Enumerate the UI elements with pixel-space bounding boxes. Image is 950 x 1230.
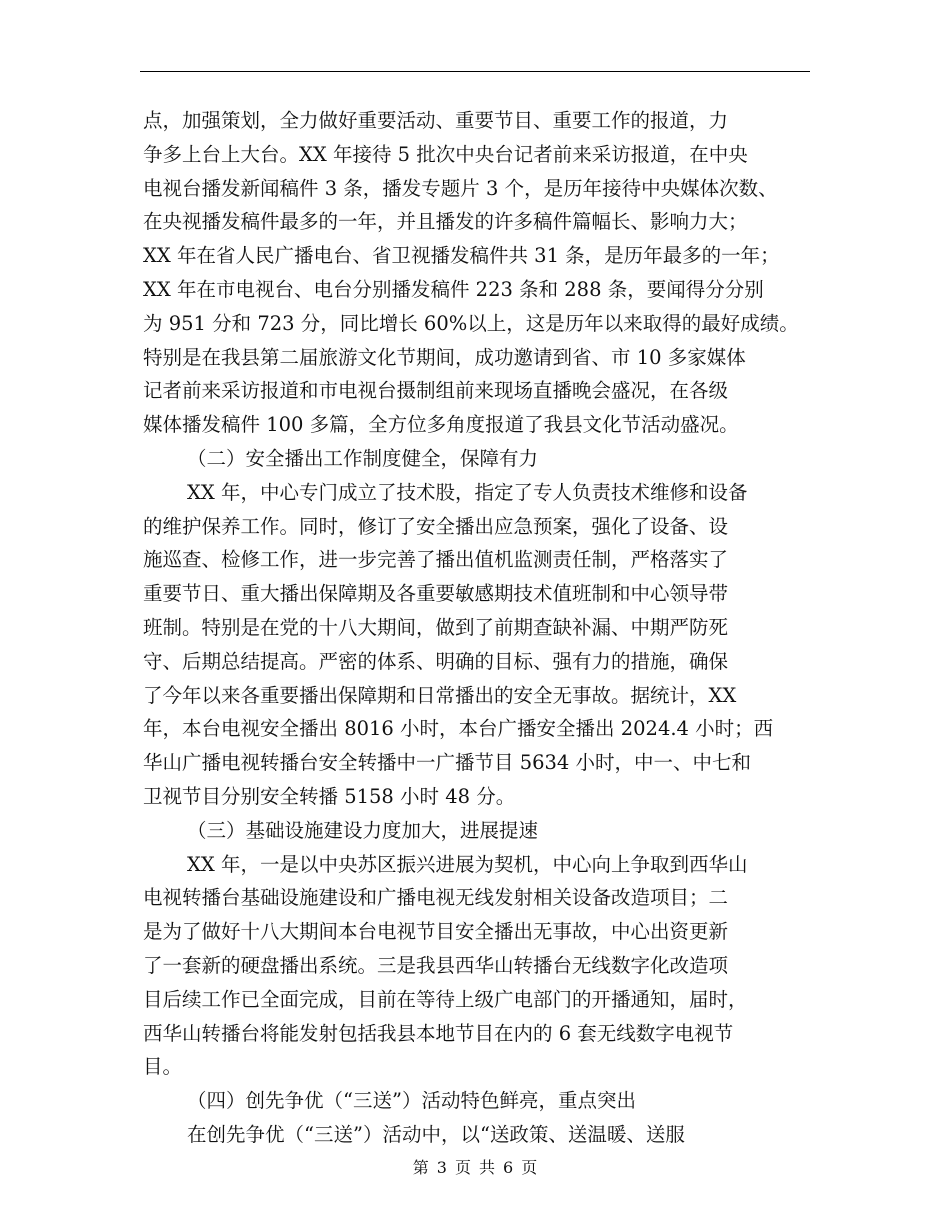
footer-ye2: 页 — [521, 1158, 538, 1177]
text-line: 卫视节目分别安全转播 5158 小时 48 分。 — [143, 784, 516, 808]
footer-di: 第 — [412, 1158, 429, 1177]
section-heading: （二）安全播出工作制度健全，保障有力 — [187, 446, 539, 470]
text-line: 为 951 分和 723 分，同比增长 60%以上，这是历年以来取得的最好成绩。 — [143, 311, 799, 335]
text-line: 目。 — [143, 1055, 183, 1079]
text-line: 媒体播发稿件 100 多篇，全方位多角度报道了我县文化节活动盛况。 — [143, 413, 739, 437]
text-line: 班制。特别是在党的十八大期间，做到了前期查缺补漏、中期严防死 — [143, 615, 729, 639]
text-line: 在央视播发稿件最多的一年，并且播发的许多稿件篇幅长、影响力大； — [143, 210, 748, 234]
paragraph-start: XX 年，一是以中央苏区振兴进展为契机，中心向上争取到西华山 — [187, 852, 748, 876]
text-line: 点，加强策划，全力做好重要活动、重要节目、重要工作的报道，力 — [143, 109, 729, 132]
text-line: 特别是在我县第二届旅游文化节期间，成功邀请到省、市 10 多家媒体 — [143, 345, 746, 369]
footer-gong: 共 — [479, 1158, 496, 1177]
paragraph-start: 在创先争优（“三送”）活动中，以“送政策、送温暖、送服 — [187, 1122, 685, 1146]
text-line: 了一套新的硬盘播出系统。三是我县西华山转播台无线数字化改造项 — [143, 953, 729, 977]
text-line: 重要节日、重大播出保障期及各重要敏感期技术值班制和中心领导带 — [143, 582, 729, 606]
text-line: 西华山转播台将能发射包括我县本地节目在内的 6 套无线数字电视节 — [143, 1021, 734, 1045]
text-line: XX 年在市电视台、电台分别播发稿件 223 条和 288 条，要闻得分分别 — [143, 277, 764, 301]
header-rule — [140, 71, 810, 72]
text-line: 争多上台上大台。XX 年接待 5 批次中央台记者前来采访报道，在中央 — [143, 142, 748, 166]
text-line: 了今年以来各重要播出保障期和日常播出的安全无事故。据统计，XX — [143, 683, 737, 707]
text-line: 的维护保养工作。同时，修订了安全播出应急预案，强化了设备、设 — [143, 514, 729, 538]
paragraph-start: XX 年，中心专门成立了技术股，指定了专人负责技术维修和设备 — [187, 480, 748, 504]
text-line: 守、后期总结提高。严密的体系、明确的目标、强有力的措施，确保 — [143, 649, 729, 673]
text-line: 华山广播电视转播台安全转播中一广播节目 5634 小时，中一、中七和 — [143, 751, 752, 775]
footer-total-pages: 6 — [503, 1158, 514, 1177]
body-text — [143, 104, 833, 1152]
text-line: 目后续工作已全面完成，目前在等待上级广电部门的开播通知，届时， — [143, 987, 748, 1011]
text-line: 年，本台电视安全播出 8016 小时，本台广播安全播出 2024.4 小时；西 — [143, 717, 774, 741]
text-line: 电视台播发新闻稿件 3 条，播发专题片 3 个，是历年接待中央媒体次数、 — [143, 176, 778, 200]
text-line: XX 年在省人民广播电台、省卫视播发稿件共 31 条，是历年最多的一年； — [143, 244, 780, 268]
text-line: 是为了做好十八大期间本台电视节目安全播出无事故，中心出资更新 — [143, 920, 729, 944]
page-footer — [0, 1155, 950, 1178]
footer-page-number: 3 — [436, 1158, 447, 1177]
text-line: 电视转播台基础设施建设和广播电视无线发射相关设备改造项目；二 — [143, 886, 729, 910]
text-line: 施巡查、检修工作，进一步完善了播出值机监测责任制，严格落实了 — [143, 548, 729, 572]
section-heading: （四）创先争优（“三送”）活动特色鲜亮，重点突出 — [187, 1089, 636, 1113]
section-heading: （三）基础设施建设力度加大，进展提速 — [187, 818, 539, 842]
footer-ye: 页 — [454, 1158, 471, 1177]
text-line: 记者前来采访报道和市电视台摄制组前来现场直播晚会盛况，在各级 — [143, 379, 729, 403]
